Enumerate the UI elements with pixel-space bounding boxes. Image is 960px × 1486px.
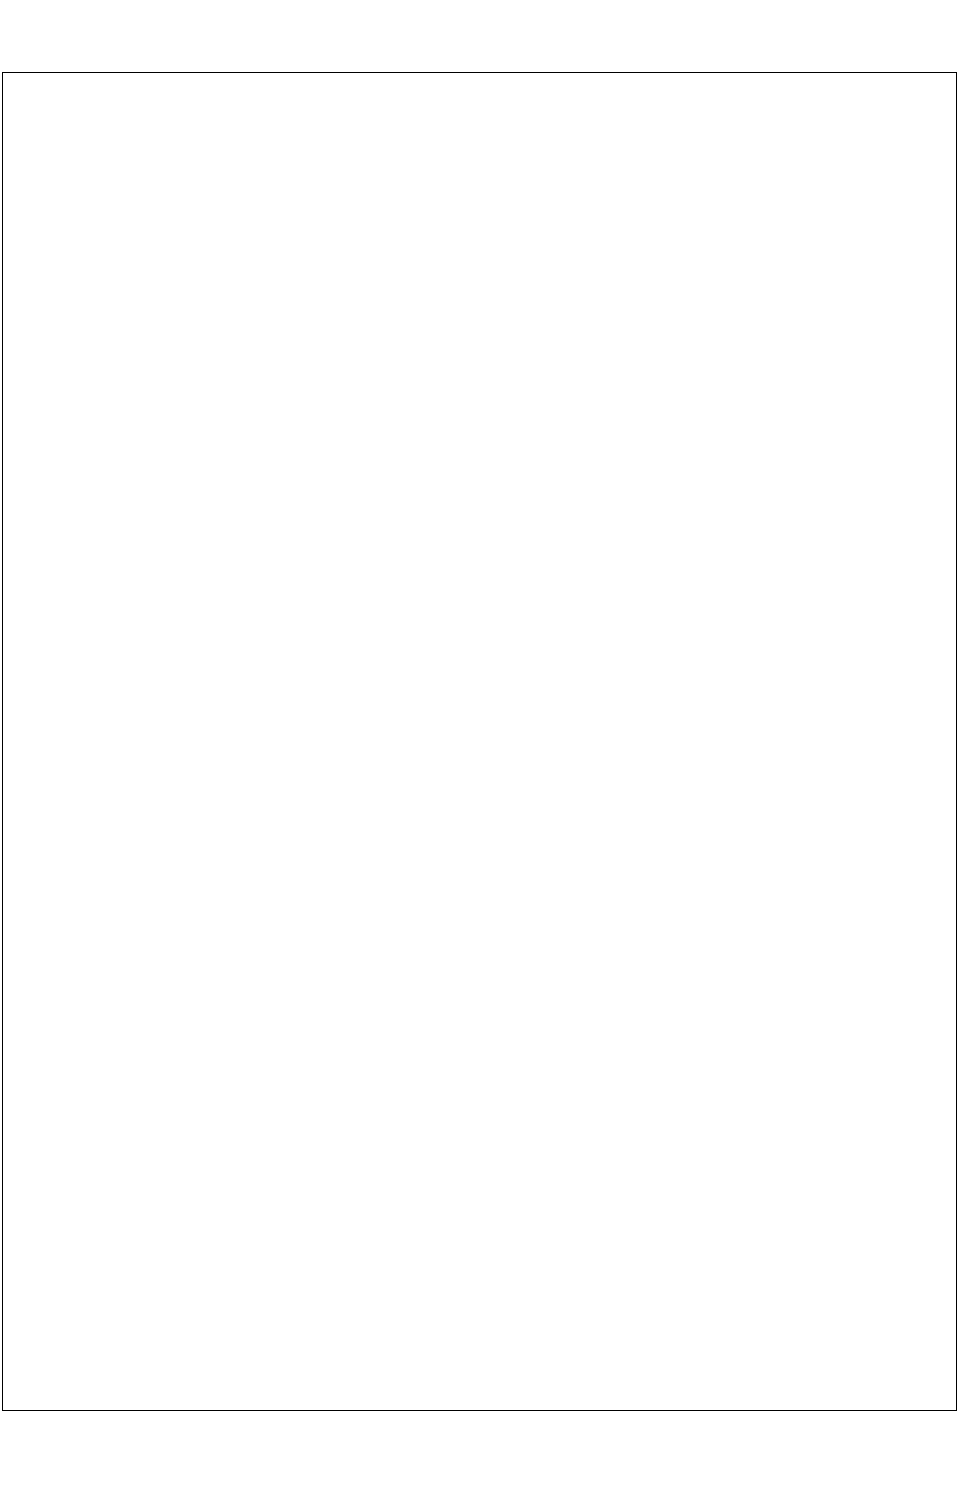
cost-table [0, 72, 960, 106]
cost-table-frame [2, 72, 957, 1411]
table-header-row [0, 72, 960, 106]
